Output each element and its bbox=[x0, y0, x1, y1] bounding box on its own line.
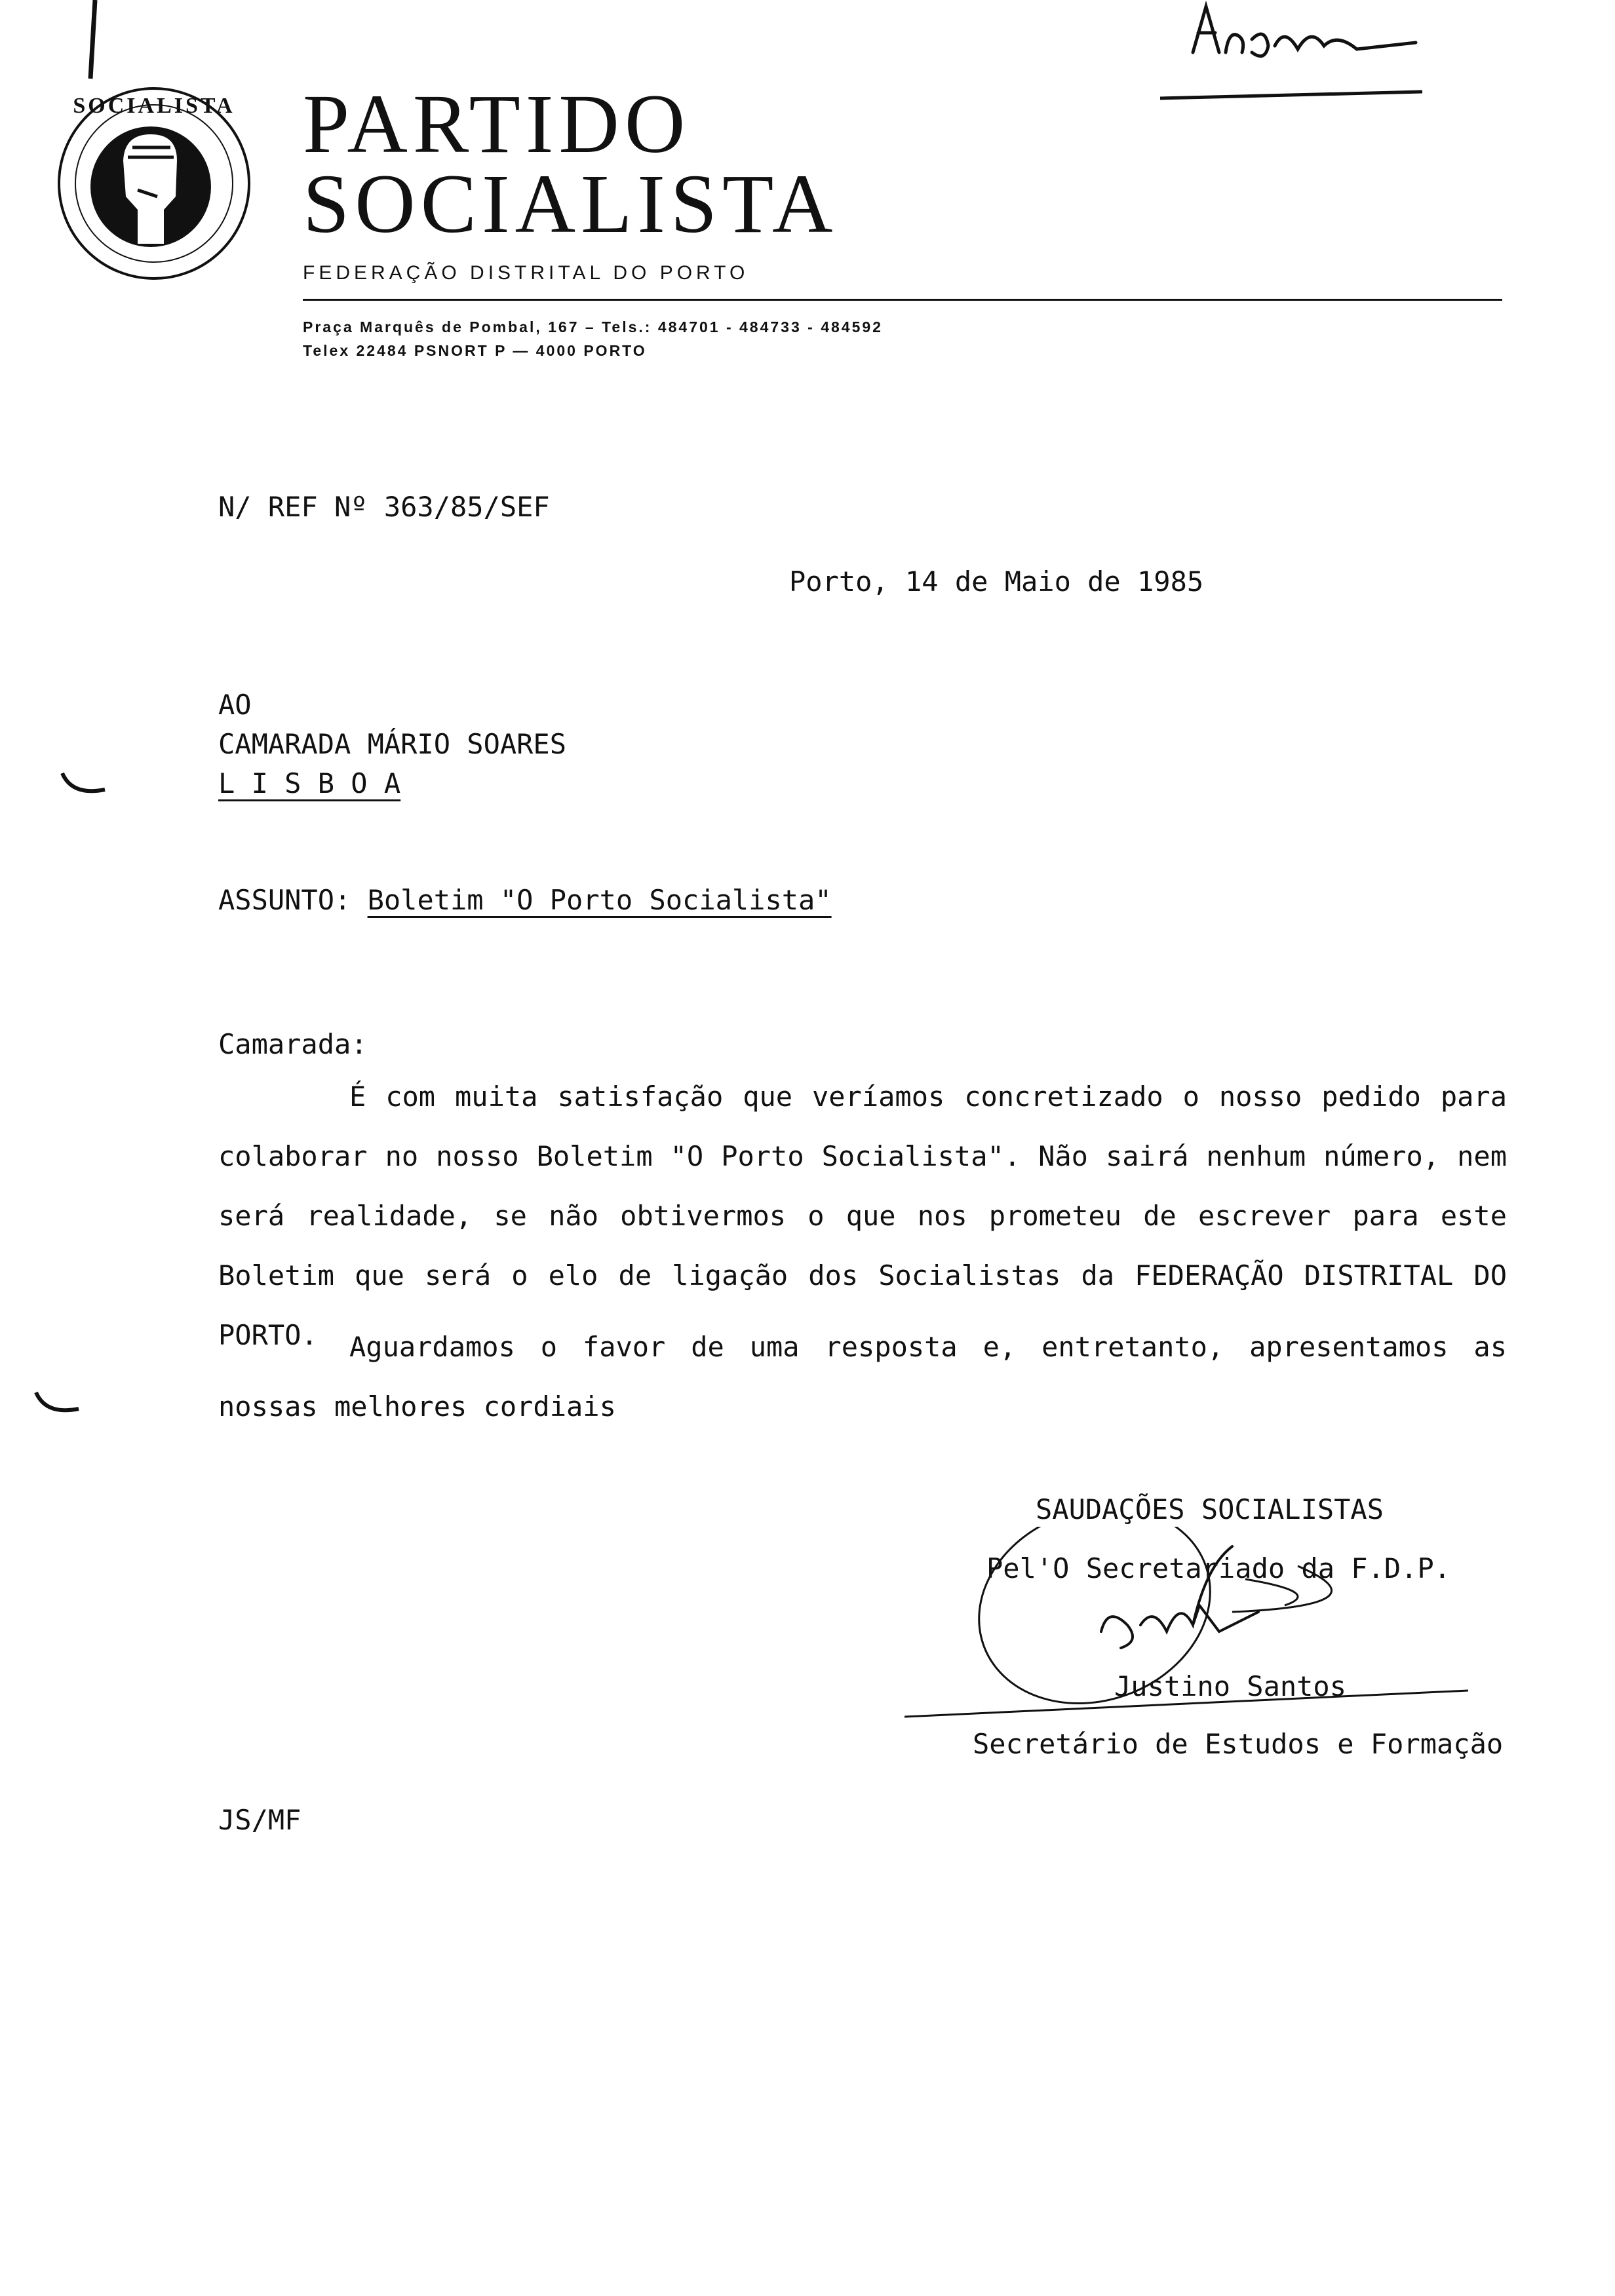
punch-mark bbox=[33, 1389, 92, 1428]
signatory-title: Secretário de Estudos e Formação bbox=[973, 1728, 1504, 1760]
punch-mark bbox=[59, 770, 118, 809]
subject-label: ASSUNTO: bbox=[218, 884, 351, 916]
reference-number: N/ REF Nº 363/85/SEF bbox=[218, 491, 550, 523]
signatory-organization: Pel'O Secretariado da F.D.P. bbox=[986, 1552, 1451, 1584]
party-logo bbox=[46, 0, 262, 288]
typist-initials: JS/MF bbox=[218, 1804, 302, 1836]
salutation: Camarada: bbox=[218, 1028, 368, 1060]
letter-date: Porto, 14 de Maio de 1985 bbox=[789, 565, 1204, 598]
address-line: Praça Marquês de Pombal, 167 – Tels.: 484701 - 484733 - 484592 bbox=[303, 318, 883, 335]
recipient-name: CAMARADA MÁRIO SOARES bbox=[218, 728, 567, 760]
recipient-line: AO bbox=[218, 689, 252, 721]
signatory-name: Justino Santos bbox=[1114, 1670, 1347, 1702]
closing: SAUDAÇÕES SOCIALISTAS bbox=[1036, 1493, 1384, 1525]
subject-line bbox=[218, 883, 832, 917]
handwritten-annotation bbox=[1154, 0, 1429, 111]
body-paragraph: É com muita satisfação que veríamos concretizado o nosso pedido para colaborar no nosso Boletim "O Porto Socialista". Não sairá nenhum número, nem será realidade, se não obtivermos o que nos prometeu de escrever para este Boletim que será o elo de ligação dos Socialistas da FEDERAÇÃO DISTRITAL DO PORTO. bbox=[218, 1081, 1507, 1351]
recipient-city: L I S B O A bbox=[218, 767, 401, 799]
subject-value: Boletim "O Porto Socialista" bbox=[367, 884, 832, 916]
federation-name: FEDERAÇÃO DISTRITAL DO PORTO bbox=[303, 262, 749, 284]
party-name: PARTIDO SOCIALISTA bbox=[303, 77, 838, 250]
letterhead-divider bbox=[303, 299, 1502, 301]
svg-text:SOCIALISTA: SOCIALISTA bbox=[73, 94, 235, 118]
telex-line: Telex 22484 PSNORT P — 4000 PORTO bbox=[303, 342, 647, 359]
body-paragraph: Aguardamos o favor de uma resposta e, entretanto, apresentamos as nossas melhores cordiais bbox=[218, 1331, 1507, 1423]
